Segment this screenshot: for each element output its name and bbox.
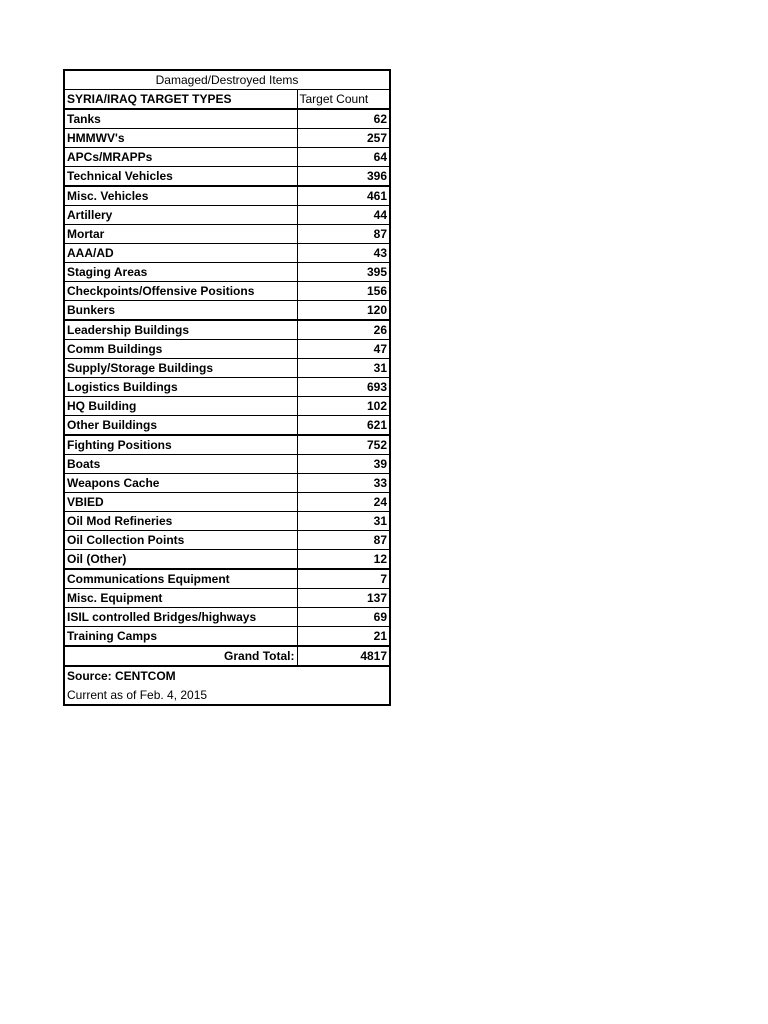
table-row [65,263,389,282]
table-row [65,512,389,531]
table-row [65,340,389,359]
source-note: Source: CENTCOM [67,669,176,684]
target-type: Oil (Other) [65,550,297,570]
grand-total-label: Grand Total: [65,646,297,666]
target-type: Technical Vehicles [65,167,297,187]
target-count: 12 [297,550,389,570]
column-header-target-count: Target Count [297,90,389,110]
target-count: 31 [297,512,389,531]
target-type: Misc. Vehicles [65,186,297,206]
target-count: 31 [297,359,389,378]
grand-total-row [65,646,389,666]
table-row [65,474,389,493]
target-table [65,71,389,704]
target-type: Tanks [65,109,297,129]
target-count: 395 [297,263,389,282]
target-count: 26 [297,320,389,340]
target-count: 44 [297,206,389,225]
target-count: 137 [297,589,389,608]
target-count: 69 [297,608,389,627]
table-row [65,129,389,148]
target-type: Artillery [65,206,297,225]
table-row [65,531,389,550]
target-type: Comm Buildings [65,340,297,359]
target-type: Oil Mod Refineries [65,512,297,531]
target-count: 156 [297,282,389,301]
table-row [65,225,389,244]
target-count: 461 [297,186,389,206]
table-row [65,320,389,340]
table-row [65,569,389,589]
target-type: Communications Equipment [65,569,297,589]
target-type: AAA/AD [65,244,297,263]
target-type: Bunkers [65,301,297,321]
target-type: HMMWV's [65,129,297,148]
table-row [65,301,389,321]
target-type: Weapons Cache [65,474,297,493]
table-row [65,627,389,647]
table-row [65,589,389,608]
target-count: 43 [297,244,389,263]
current-as-of-note: Current as of Feb. 4, 2015 [67,687,208,702]
target-count: 257 [297,129,389,148]
table-row [65,416,389,436]
target-count: 120 [297,301,389,321]
table-row [65,493,389,512]
target-count: 47 [297,340,389,359]
target-type: Checkpoints/Offensive Positions [65,282,297,301]
target-type: Mortar [65,225,297,244]
table-row [65,550,389,570]
target-count: 39 [297,455,389,474]
date-row [65,685,389,704]
target-count: 24 [297,493,389,512]
table-row [65,148,389,167]
target-type: Other Buildings [65,416,297,436]
target-count: 7 [297,569,389,589]
table-row [65,206,389,225]
target-type: Fighting Positions [65,435,297,455]
source-row [65,666,389,685]
table-row [65,608,389,627]
table-row [65,282,389,301]
table-title: Damaged/Destroyed Items [65,71,389,90]
target-count: 87 [297,225,389,244]
target-count: 621 [297,416,389,436]
target-count: 102 [297,397,389,416]
table-title-row [65,71,389,90]
target-type: Misc. Equipment [65,589,297,608]
target-type: Training Camps [65,627,297,647]
target-type: Leadership Buildings [65,320,297,340]
target-type: ISIL controlled Bridges/highways [65,608,297,627]
target-type: HQ Building [65,397,297,416]
target-count: 33 [297,474,389,493]
table-header-row [65,90,389,110]
damaged-items-table [63,69,391,706]
target-type: VBIED [65,493,297,512]
target-count: 87 [297,531,389,550]
target-type: Staging Areas [65,263,297,282]
table-row [65,109,389,129]
table-row [65,167,389,187]
target-count: 693 [297,378,389,397]
target-count: 752 [297,435,389,455]
column-header-target-types: SYRIA/IRAQ TARGET TYPES [65,90,297,110]
target-count: 62 [297,109,389,129]
target-type: Oil Collection Points [65,531,297,550]
grand-total-value: 4817 [297,646,389,666]
table-row [65,244,389,263]
target-type: Boats [65,455,297,474]
table-row [65,186,389,206]
table-row [65,378,389,397]
target-type: Logistics Buildings [65,378,297,397]
table-row [65,435,389,455]
target-count: 21 [297,627,389,647]
table-row [65,397,389,416]
target-type: Supply/Storage Buildings [65,359,297,378]
target-count: 396 [297,167,389,187]
table-row [65,359,389,378]
table-row [65,455,389,474]
target-count: 64 [297,148,389,167]
target-type: APCs/MRAPPs [65,148,297,167]
